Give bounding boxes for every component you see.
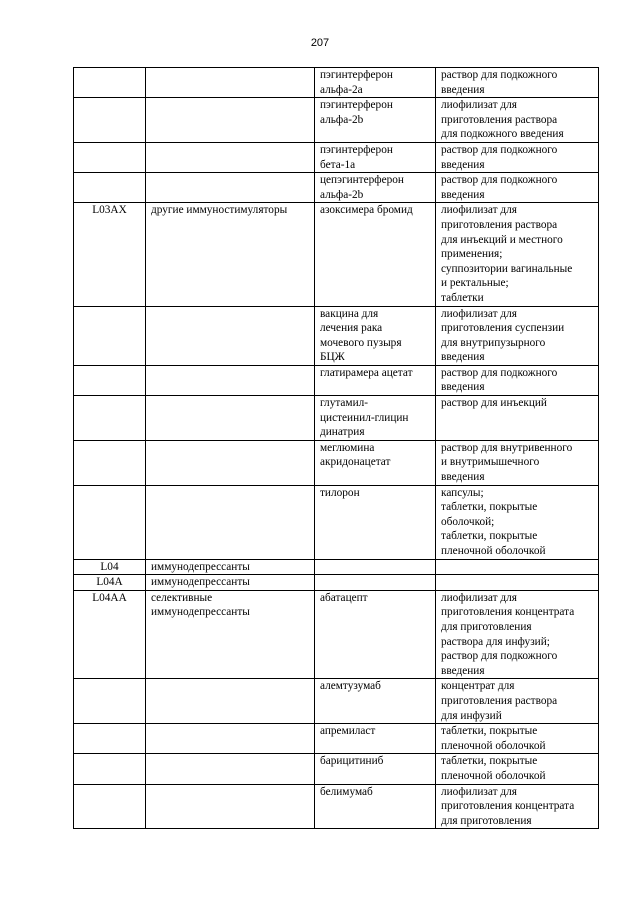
atc-code-cell (74, 679, 146, 724)
pharmacological-group-cell (146, 365, 315, 395)
medication-table-body (74, 68, 599, 829)
dosage-form-cell (436, 559, 599, 575)
drug-name-cell: белимумаб (315, 784, 436, 829)
drug-name-cell: вакцина для лечения рака мочевого пузыря БЦЖ (315, 306, 436, 365)
table-row (74, 559, 599, 575)
table-row (74, 173, 599, 203)
pharmacological-group-cell: другие иммуностимуляторы (146, 203, 315, 306)
atc-code-cell: L04A (74, 575, 146, 591)
pharmacological-group-cell (146, 784, 315, 829)
atc-code-cell (74, 142, 146, 172)
pharmacological-group-cell (146, 306, 315, 365)
dosage-form-cell: лиофилизат для приготовления суспензии для внутрипузырного введения (436, 306, 599, 365)
table-row (74, 590, 599, 679)
dosage-form-cell: лиофилизат для приготовления концентрата для приготовления раствора для инфузий; раствор для подкожного введения (436, 590, 599, 679)
pharmacological-group-cell (146, 173, 315, 203)
table-row (74, 485, 599, 559)
pharmacological-group-cell: селективные иммунодепрессанты (146, 590, 315, 679)
table-row (74, 365, 599, 395)
atc-code-cell (74, 440, 146, 485)
table-row (74, 754, 599, 784)
dosage-form-cell: таблетки, покрытые пленочной оболочкой (436, 724, 599, 754)
table-row (74, 203, 599, 306)
atc-code-cell: L03AX (74, 203, 146, 306)
pharmacological-group-cell (146, 679, 315, 724)
pharmacological-group-cell (146, 98, 315, 143)
dosage-form-cell: лиофилизат для приготовления раствора для инъекций и местного применения; суппозитории вагинальные и ректальные; таблетки (436, 203, 599, 306)
dosage-form-cell: лиофилизат для приготовления раствора для подкожного введения (436, 98, 599, 143)
atc-code-cell (74, 396, 146, 441)
drug-name-cell: пэгинтерферон альфа-2b (315, 98, 436, 143)
dosage-form-cell: раствор для подкожного введения (436, 365, 599, 395)
atc-code-cell (74, 173, 146, 203)
medication-table (73, 67, 599, 829)
dosage-form-cell: раствор для подкожного введения (436, 68, 599, 98)
dosage-form-cell: раствор для подкожного введения (436, 173, 599, 203)
pharmacological-group-cell (146, 754, 315, 784)
table-row (74, 98, 599, 143)
table-row (74, 68, 599, 98)
drug-name-cell: барицитиниб (315, 754, 436, 784)
table-row (74, 440, 599, 485)
pharmacological-group-cell (146, 142, 315, 172)
atc-code-cell (74, 485, 146, 559)
drug-name-cell: глатирамера ацетат (315, 365, 436, 395)
pharmacological-group-cell (146, 440, 315, 485)
table-row (74, 724, 599, 754)
drug-name-cell: цепэгинтерферон альфа-2b (315, 173, 436, 203)
drug-name-cell: меглюмина акридонацетат (315, 440, 436, 485)
dosage-form-cell: лиофилизат для приготовления концентрата для приготовления (436, 784, 599, 829)
table-row (74, 679, 599, 724)
drug-name-cell (315, 575, 436, 591)
table-row (74, 142, 599, 172)
pharmacological-group-cell (146, 485, 315, 559)
table-row (74, 306, 599, 365)
pharmacological-group-cell: иммунодепрессанты (146, 575, 315, 591)
table-row (74, 784, 599, 829)
dosage-form-cell: капсулы; таблетки, покрытые оболочкой; таблетки, покрытые пленочной оболочкой (436, 485, 599, 559)
drug-name-cell: азоксимера бромид (315, 203, 436, 306)
drug-name-cell: алемтузумаб (315, 679, 436, 724)
atc-code-cell (74, 365, 146, 395)
drug-name-cell: пэгинтерферон альфа-2а (315, 68, 436, 98)
atc-code-cell: L04AA (74, 590, 146, 679)
pharmacological-group-cell (146, 68, 315, 98)
page-number: 207 (310, 37, 330, 49)
drug-name-cell: апремиласт (315, 724, 436, 754)
pharmacological-group-cell (146, 724, 315, 754)
dosage-form-cell: таблетки, покрытые пленочной оболочкой (436, 754, 599, 784)
drug-name-cell: абатацепт (315, 590, 436, 679)
drug-name-cell: тилорон (315, 485, 436, 559)
table-row (74, 575, 599, 591)
drug-name-cell: пэгинтерферон бета-1а (315, 142, 436, 172)
dosage-form-cell: раствор для подкожного введения (436, 142, 599, 172)
atc-code-cell (74, 306, 146, 365)
atc-code-cell (74, 68, 146, 98)
atc-code-cell (74, 754, 146, 784)
atc-code-cell (74, 784, 146, 829)
dosage-form-cell (436, 575, 599, 591)
pharmacological-group-cell (146, 396, 315, 441)
dosage-form-cell: раствор для инъекций (436, 396, 599, 441)
drug-name-cell: глутамил- цистеинил-глицин динатрия (315, 396, 436, 441)
dosage-form-cell: концентрат для приготовления раствора для инфузий (436, 679, 599, 724)
atc-code-cell (74, 98, 146, 143)
pharmacological-group-cell: иммунодепрессанты (146, 559, 315, 575)
table-row (74, 396, 599, 441)
dosage-form-cell: раствор для внутривенного и внутримышечного введения (436, 440, 599, 485)
atc-code-cell: L04 (74, 559, 146, 575)
atc-code-cell (74, 724, 146, 754)
drug-name-cell (315, 559, 436, 575)
